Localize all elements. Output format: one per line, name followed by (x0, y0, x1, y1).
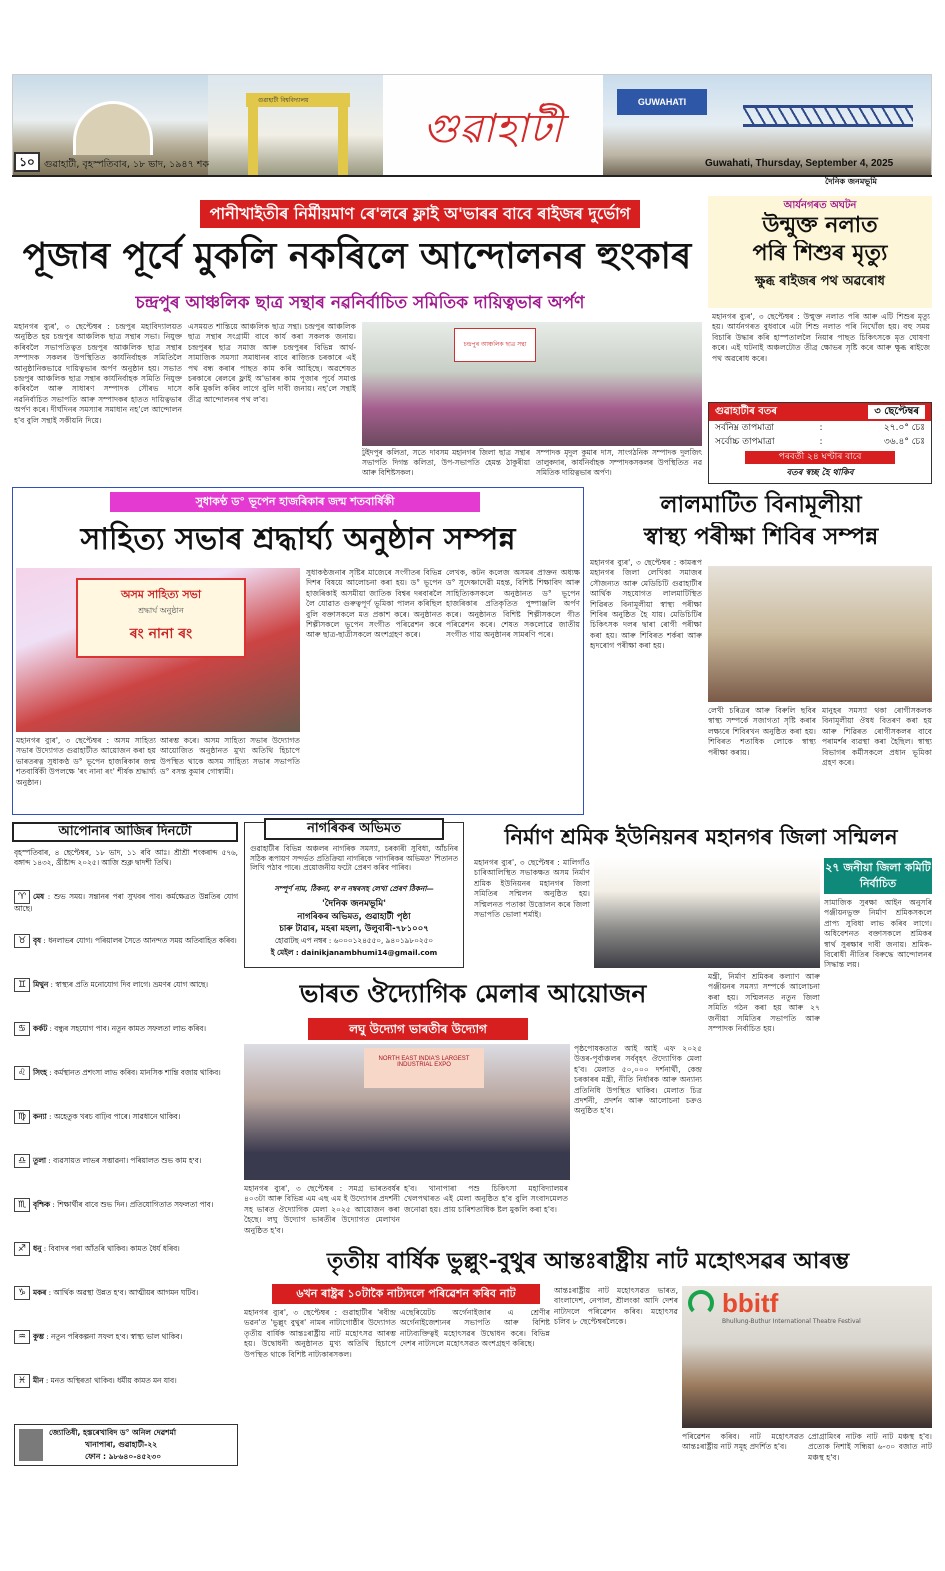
astrologer-name: জ্যোতিষী, হস্তৰেখাবিদ ড° অনিল দেৱশৰ্মা (49, 1428, 177, 1437)
astrologer-phone: ফোন : ৯৮৬৪০-৪৫২৩০ (85, 1452, 162, 1461)
mela-photo (244, 1044, 570, 1180)
sahitya-photo (16, 568, 300, 732)
rashi-name: কৰ্কট (33, 1024, 48, 1033)
lead-caption-right: সম্পাদক মৃদুল কুমাৰ দাস, সাংগঠনিক সম্পাদক দুলজিৎ তালুকদাৰ, কাৰ্যনিৰ্বাহক সম্পাদকসকলৰ উপস্থিতিত নৱ সমিতিক দায়িত্বভাৰ অৰ্পণ। (536, 448, 702, 477)
rashi-text: স্বাস্থ্যৰ প্ৰতি মনোযোগ দিব লাগে। ভ্ৰমণৰ যোগ আছে। (55, 980, 209, 989)
natya-body-e: প্ৰোগ্ৰামিংৰ নাটক নাট নাট মঞ্চস্থ হ'ব। প্ৰত্যেক নিশাই সন্ধিয়া ৬-৩০ বজাত নাট মঞ্চস্থ হ'ব। (808, 1432, 932, 1462)
sahitya-body-a: মহানগৰ ব্যুৰ', ৩ ছেপ্টেম্বৰ : অসম সাহিত্য সভাৰ উদ্যোগত গুৱাহাটীত আয়োজন কৰা হয় ভাৰতৰত্ন সুধাকণ্ঠ ড° ভূপেন হাজৰিকাৰ জন্ম শতবাৰ্ষিকী উপলক্ষে 'ৰং নানা ৰং' শীৰ্ষক শ্ৰদ্ধাৰ্ঘ্য অনুষ্ঠান। (16, 736, 156, 787)
opinion-email: ই মেইল : dainikjanambhumi14@gmail.com (270, 948, 438, 957)
rashi-text: কৰ্মস্থানত প্ৰশংসা লাভ কৰিব। মানসিক শান্তি বজায় থাকিব। (54, 1068, 221, 1077)
rashi-text: শিক্ষাৰ্থীৰ বাবে শুভ দিন। প্ৰতিযোগিতাত সফলতা পাব। (57, 1200, 214, 1209)
opinion-office: নাগৰিকৰ অভিমত, গুৱাহাটী পৃষ্ঠা (297, 912, 411, 922)
union-body-right: সামাজিক সুৰক্ষা আইন অনুসৰি পঞ্জীয়নভুক্ত নিৰ্মাণ শ্ৰমিকসকলে প্ৰাপ্য সুবিধা লাভ কৰিব লাগে। অধিবেশনত বক্তাসকলে শ্ৰমিকৰ স্বাৰ্থ সুৰক্ষাৰ দাবী জনায়। শ্ৰমিক-বিৰোধী নীতিৰ বিৰুদ্ধে আন্দোলনৰ সিদ্ধান্ত লয়। (824, 898, 932, 970)
lead-body-mid: এসময়ত শান্তিয়ে আঞ্চলিক ছাত্ৰ সন্থা। চন্দ্ৰপুৰ আঞ্চলিক ছাত্ৰ সন্থাৰ সংগ্ৰামী বাবে কাৰ্য কৰা সকলক জনায়। চন্দ্ৰপুৰৰ ছাত্ৰ সমাজ আৰু চন্দ্ৰপুৰৰ বিভিন্ন আৰ্থ-সামাজিক সমস্যা সমাধানৰ বাবে ৰাজ্যিক চৰকাৰে এই পথ বন্ধ কৰাৰ পাছত কাম কৰি আহিছে। অৱশেষত চৰকাৰে ৰেলৰে ফ্লাই অ'ভাৰৰ কাম পূজাৰ পূৰ্বে সমাপ্ত কৰি মুকলি কৰিব লাগে বুলি দাবী জনায়। নহ'লে সন্থাই তীব্ৰ আন্দোলনৰ পথ ল'ব। (188, 322, 356, 404)
rashi-name: মকৰ (33, 1288, 47, 1297)
sidebar-headline-2: পৰি শিশুৰ মৃত্যু (752, 241, 888, 266)
natya-banner: ৬খন ৰাষ্ট্ৰৰ ১০টাকৈ নাট্যদলে পৰিৱেশন কৰিব নাট (272, 1284, 540, 1304)
rashi-item: ♉ বৃষ : ধনলাভৰ যোগ। পৰিয়ালৰ সৈতে আনন্দত সময় অতিবাহিত কৰিব। (14, 934, 238, 978)
opinion-street: চাৰু টাৱাৰ, মহৰা মহলা, উলুবাৰী-৭৮১০০৭ (279, 924, 429, 934)
rashifal-intro: বৃহস্পতিবাৰ, ৪ ছেপ্টেম্বৰ, ১৮ ভাদ, ১১ ৰবি আঃ। শ্ৰীশ্ৰী শংকৰাব্দ ৫৭৬, বঙ্গাব্দ ১৪৩২, খ্ৰীষ্টাব্দ ২০২৫। আজি শুক্ল দ্বাদশী তিথি। (14, 848, 238, 867)
sahitya-photo-text: ৰং নানা ৰং (129, 626, 193, 642)
virgo-icon: ♍ (14, 1110, 30, 1124)
natya-body-b: এছেৰিয়েটচ অৰ্গেনাইজাৰ এ শ্ৰেণীৰ অৰ্গেনাইজেশ্যনৰ সভাপতি আৰু বিশিষ্ট নাট্যব্যক্তিত্বই মহোৎসৱৰ উদ্বোধন কৰে। বিভিন্ন দেশৰ নাট্যদলে মহোৎসৱত অংশগ্ৰহণ কৰিছে। (400, 1308, 550, 1349)
rashi-text: শুভ সময়। সন্তানৰ পৰা সুখবৰ পাব। কৰ্মক্ষেত্ৰত উন্নতিৰ যোগ আছে। (14, 892, 238, 913)
gemini-icon: ♊ (14, 978, 30, 992)
bbitf-logo: bbitf (722, 1288, 779, 1318)
pisces-icon: ♓ (14, 1374, 30, 1388)
weather-date: ৩ ছেপ্টেম্বৰ (868, 405, 925, 419)
rashi-name: বৃষ (33, 936, 42, 945)
lead-body-left: মহানগৰ ব্যুৰ', ৩ ছেপ্টেম্বৰ : চন্দ্ৰপুৰ মহাবিদ্যালয়ত অনুষ্ঠিত হয় চন্দ্ৰপুৰ আঞ্চলিক ছাত্ৰ সন্থাৰ সভা। নিযুক্ত কৰিবলৈ সভাপতিত্বত চন্দ্ৰপুৰ আঞ্চলিক ছাত্ৰ সন্থাৰ সম্পাদক সকলৰ উপস্থিতিত কাৰ্যনিৰ্বাহক সমিতিলৈ আনুষ্ঠানিকভাৱে দায়িত্বভাৰ অৰ্পণ অনুষ্ঠান হয়। সভাত চন্দ্ৰপুৰ আঞ্চলিক ছাত্ৰ সন্থাৰ কাৰ্যনিৰ্বাহক সমিতি নিযুক্ত কৰিবলৈ আৰু সাধাৰণ সম্পাদক সৌৰভ দাসে নৱনিৰ্বাচিত সভাপতি আৰু সম্পাদকৰ হাতত দায়িত্বভাৰ অৰ্পণ কৰে। দীৰ্ঘদিনৰ সমস্যাৰ সমাধান নহ'লে আন্দোলন হ'ব বুলি সন্থাই সকীয়নি দিয়ে। (14, 322, 182, 425)
rashi-item: ♈ মেষ : শুভ সময়। সন্তানৰ পৰা সুখবৰ পাব। কৰ্মক্ষেত্ৰত উন্নতিৰ যোগ আছে। (14, 892, 238, 913)
newspaper-section-logo: গুৱাহাটী (423, 106, 564, 152)
masthead-rule (12, 175, 932, 177)
weather-row-max (709, 435, 931, 449)
health-headline-1: লালমাটিত বিনামূলীয়া (660, 492, 862, 518)
sidebar-body: মহানগৰ ব্যুৰ', ৩ ছেপ্টেম্বৰ : উন্মুক্ত নলাত পৰি আৰু এটি শিশুৰ মৃত্যু হয়। আৰ্যনগৰত বুধবাৰে এটা শিশু নলাত পৰি নিখোঁজ হয়। বহু সময় বিচাৰি উদ্ধাৰ কৰি হাস্পতাললৈ নিয়াৰ পাছত চিকিৎসকে মৃত ঘোষণা কৰে। এই ঘটনাই অঞ্চলটোত তীব্ৰ ক্ষোভৰ সৃষ্টি কৰে আৰু ক্ষুব্ধ ৰাইজে পথ অৱৰোধ কৰে। (712, 312, 930, 363)
cancer-icon: ♋ (14, 1022, 30, 1036)
lead-photo (362, 322, 702, 446)
union-body: মহানগৰ ব্যুৰ', ৩ ছেপ্টেম্বৰ : মালিগাঁও চাৰিআলিস্থিত সভাকক্ষত অসম নিৰ্মাণ শ্ৰমিক ইউনিয়নৰ মহানগৰ জিলা সমিতিৰ সন্মিলন অনুষ্ঠিত হয়। সন্মিলনত পতাকা উত্তোলন কৰে জিলা সভাপতি ভোলা শৰ্মাই। (474, 858, 590, 920)
rashi-text: বিবাদৰ পৰা আঁতৰি থাকিব। কামত ধৈৰ্য ধৰিব। (48, 1244, 180, 1253)
natya-body-d: পৰিৱেশন কৰিব। নাট মহোৎসৱত আন্তঃৰাষ্ট্ৰীয় নাট সমূহ প্ৰদৰ্শিত হ'ব। (682, 1432, 804, 1452)
rashi-item: ♎ তুলা : ব্যৱসায়ত লাভৰ সম্ভাৱনা। পৰিয়ালত শুভ কাম হ'ব। (14, 1154, 238, 1198)
rashi-name: ধনু (33, 1244, 42, 1253)
sahitya-headline: সাহিত্য সভাৰ শ্ৰদ্ধাৰ্ঘ্য অনুষ্ঠান সম্পন্ন (80, 522, 516, 557)
health-body: মহানগৰ ব্যুৰ', ৩ ছেপ্টেম্বৰ : কামৰূপ মহানগৰ জিলা লেখিকা সমাজৰ সৌজন্যত আৰু মেডিচিটি গুৱাহাটীৰ আৰ্থিক সহযোগত লালমাটিস্থিত শিৱিৰত বিনামূলীয়া স্বাস্থ্য পৰীক্ষা শিবিৰ অনুষ্ঠিত হৈ যায়। মেডিচিটিৰ চিকিৎসক দলৰ দ্বাৰা ৰোগী পৰীক্ষা কৰা হয়। আৰু শিবিৰত শৰ্কৰা আৰু হৃদৰোগ পৰীক্ষা কৰা হয়। (590, 558, 702, 651)
rashi-name: সিংহ (33, 1068, 47, 1077)
astrologer-avatar (19, 1429, 43, 1461)
natya-photo (682, 1286, 932, 1428)
weather-header (709, 403, 931, 421)
weather-min-colon: : (819, 423, 823, 433)
lead-photo-banner: চন্দ্ৰপুৰ আঞ্চলিক ছাত্ৰ সন্থা (454, 328, 536, 362)
rashi-item: ♓ মীন : মনত অস্থিৰতা থাকিব। ধৰ্মীয় কামত মন যাব। (14, 1374, 238, 1418)
aquarius-icon: ♒ (14, 1330, 30, 1344)
lead-subhead: চন্দ্ৰপুৰ আঞ্চলিক ছাত্ৰ সন্থাৰ নৱনিৰ্বাচিত সমিতিক দায়িত্বভাৰ অৰ্পণ (135, 293, 585, 313)
lead-kicker: পানীখাইতীৰ নিৰ্মীয়মাণ ৰে'লৰে ফ্লাই অ'ভাৰৰ বাবে ৰাইজৰ দুৰ্ভোগ (200, 200, 640, 228)
masthead-photo-arch (208, 75, 383, 175)
sahitya-body-c: সুধাকণ্ঠজনাৰ সৃষ্টিৰ মাজেৰে সংগীতৰ বিভিন্ন দিশৰ বিষয়ে আলোচনা কৰা হয়। ড° ভূপেন হাজৰিকাই অসমীয়া জাতিক বিশ্বৰ দৰবাৰলৈ লৈ যোৱাত গুৰুত্বপূৰ্ণ ভূমিকা পালন কৰিছিল বুলি বক্তাসকলে মত প্ৰকাশ কৰে। অনুষ্ঠানত শিল্পীসকলে ভূপেন সংগীত পৰিৱেশন কৰে আৰু ছাত্ৰ-ছাত্ৰীসকলে অংশগ্ৰহণ কৰে। (306, 568, 442, 640)
rashi-name: কুম্ভ (33, 1332, 44, 1341)
union-photo (594, 858, 820, 968)
health-photo (708, 566, 932, 702)
rainbow-icon (688, 1290, 714, 1316)
health-headline-2: স্বাস্থ্য পৰীক্ষা শিবিৰ সম্পন্ন (643, 524, 879, 550)
weather-title: গুৱাহাটীৰ বতৰ (715, 406, 777, 417)
mela-banner: লঘু উদ্যোগ ভাৰতীৰ উদ্যোগ (308, 1018, 528, 1040)
taurus-icon: ♉ (14, 934, 30, 948)
health-body-2: লেখী চৰিত্ৰৰ আৰু বিৰুলি ছবিৰ স্বাস্থ্য সম্পৰ্কে সজাগতা সৃষ্টি কৰাৰ লক্ষ্যৰে শিবিৰখন অনুষ্ঠিত কৰা হয়। শিবিৰত শতাধিক লোকে স্বাস্থ্য পৰীক্ষা কৰায়। (708, 706, 816, 757)
union-headline: নিৰ্মাণ শ্ৰমিক ইউনিয়নৰ মহানগৰ জিলা সন্মিলন (504, 825, 898, 849)
opinion-whatsapp: হোৱাটছ এপ নম্বৰ : ৬০০০১২৪৫৫০, ৯৪০১৯৮০২৫০ (274, 936, 434, 945)
sahitya-body-d: লেখক, কটন কলেজ অসমৰ প্ৰাক্তন অধ্যক্ষ ড° সুদেষ্ণাদেৱী মহন্ত, বিশিষ্ট শিক্ষাবিদ আৰু সাহিত্যিকসকলে অনুষ্ঠানত ড° ভূপেন হাজৰিকাৰ প্ৰতিকৃতিত পুষ্পাঞ্জলি অৰ্পণ কৰে। অনুষ্ঠানত বিশিষ্ট শিল্পীসকলে গীত পৰিৱেশন কৰে। শেষত সকলোৱে জাতীয় সংগীত গায় অনুষ্ঠানৰ সামৰণি পৰে। (446, 568, 580, 640)
mela-body-c: পৃষ্ঠপোষকতাত আই আই এফ ২০২৫ উত্তৰ-পূৰ্বাঞ্চলৰ সৰ্ববৃহৎ ঔদ্যোগিক মেলা হ'ব। মেলাত ৫০,০০০ দৰ্শনাৰ্থী, কেন্দ্ৰ চৰকাৰৰ মন্ত্ৰী, নীতি নিৰ্ধাৰক আৰু অন্যান্য প্ৰতিনিধি উপস্থিত থাকিব। মেলাত চিত্ৰ প্ৰদৰ্শনী, প্ৰদৰ্শন আৰু আলোচনা চক্ৰও অনুষ্ঠিত হ'ব। (574, 1044, 702, 1116)
rashi-text: ধনলাভৰ যোগ। পৰিয়ালৰ সৈতে আনন্দত সময় অতিবাহিত কৰিব। (48, 936, 237, 945)
rashi-name: মেষ (33, 892, 45, 901)
bridge-graphic (743, 105, 913, 127)
rashi-text: ব্যৱসায়ত লাভৰ সম্ভাৱনা। পৰিয়ালত শুভ কাম হ'ব। (53, 1156, 202, 1165)
libra-icon: ♎ (14, 1154, 30, 1168)
rashi-text: বন্ধুৰ সহযোগ পাব। নতুন কামত সফলতা লাভ কৰিব। (54, 1024, 206, 1033)
sidebar-headline-1: উন্মুক্ত নলাত (762, 213, 878, 238)
health-body-3: মানুহৰ সমস্যা থকা ৰোগীসকলক বিনামূলীয়া ঔষধ বিতৰণ কৰা হয় আৰু শিৱিৰত ৰোগীসকলৰ বাবে পৰামৰ্শৰ ব্যৱস্থা কৰা হৈছিল। স্বাস্থ্য বিভাগৰ কৰ্মীসকলে প্ৰধান ভূমিকা গ্ৰহণ কৰে। (822, 706, 932, 768)
natya-body-a: মহানগৰ ব্যুৰ', ৩ ছেপ্টেম্বৰ : গুৱাহাটীৰ 'ৰবীন্দ্ৰ ভৱন'ত 'ভুল্লুং বুথুৰ' নামৰ নাট্যগোষ্ঠীৰ উদ্যোগত তৃতীয় বাৰ্ষিক আন্তঃৰাষ্ট্ৰীয় নাট মহোৎসৱ আৰম্ভ হয়। উদ্বোধনী অনুষ্ঠানত মুখ্য অতিথি হিচাপে উপস্থিত থাকে বিশিষ্ট নাট্যকাৰসকল। (244, 1308, 396, 1359)
guwahati-sign: GUWAHATI (617, 89, 707, 115)
opinion-header: নাগৰিকৰ অভিমত (264, 818, 444, 840)
weather-max-value: ৩৬.৪° চেঃ (883, 437, 925, 447)
weather-max-label: সৰ্বোচ্চ তাপমাত্ৰা (715, 437, 775, 447)
union-badge: ২৭ জনীয়া জিলা কমিটি নিৰ্বাচিত (824, 858, 932, 894)
weather-row-min (709, 421, 931, 435)
lead-caption-left: টুইদপুৰ কলিতা, সতে দাবসম মহানগৰ জিলা ছাত্ৰ সন্থাৰ সভাপতি দিগন্ত কলিতা, উপ-সভাপতি হেমন্ত ঠাকুৰীয়া আৰু বিশিষ্টসকল। (362, 448, 530, 477)
rashi-name: বৃশ্চিক (33, 1200, 51, 1209)
rashi-name: মীন (33, 1376, 44, 1385)
rashi-item: ♋ কৰ্কট : বন্ধুৰ সহযোগ পাব। নতুন কামত সফলতা লাভ কৰিব। (14, 1022, 238, 1066)
mela-headline: ভাৰত ঔদ্যোগিক মেলাৰ আয়োজন (299, 979, 647, 1008)
mela-body-a: মহানগৰ ব্যুৰ', ৩ ছেপ্টেম্বৰ : সমগ্ৰ ভাৰতবৰ্ষৰ ৪০৩টা আৰু বিভিন্ন এম এছ এম ই উদ্যোগৰ প্ৰদৰ্শনী সহ ভাৰত ঔদ্যোগিক মেলা ২০২৫ আয়োজন কৰা হৈছে। লঘু উদ্যোগ ভাৰতীৰ উদ্যোগত মেলাখন অনুষ্ঠিত হ'ব। (244, 1184, 400, 1235)
mela-body-b: হ'ব। খানাপাৰা পশু চিকিৎসা মহাবিদ্যালয়ৰ খেলপথাৰত এই মেলা অনুষ্ঠিত হ'ব বুলি সংবাদমেলত জনোৱা হয়। প্ৰায় চাৰিশতাধিক ষ্টল মুকলি কৰা হ'ব। (404, 1184, 568, 1214)
astrologer-box (14, 1424, 238, 1466)
rashi-item: ♌ সিংহ : কৰ্মস্থানত প্ৰশংসা লাভ কৰিব। মানসিক শান্তি বজায় থাকিব। (14, 1066, 238, 1110)
rashi-text: আৰ্থিক অৱস্থা উন্নত হ'ব। আত্মীয়ৰ আগমন ঘটিব। (53, 1288, 199, 1297)
weather-max-colon: : (819, 437, 823, 447)
opinion-paper: 'দৈনিক জনমভূমি' (322, 899, 386, 909)
rashi-item: ♍ কন্যা : অহেতুক খৰচ বাঢ়িব পাৰে। সাৱধানে থাকিব। (14, 1110, 238, 1154)
rashi-item: ♏ বৃশ্চিক : শিক্ষাৰ্থীৰ বাবে শুভ দিন। প্ৰতিযোগিতাত সফলতা পাব। (14, 1198, 238, 1242)
sahitya-body-b: আৰম্ভ কৰে। অসম সাহিত্য সভাৰ উদ্যোগত আয়োজিত অনুষ্ঠানত মুখ্য অতিথি হিচাপে উপস্থিত থাকে অসম সাহিত্য সভাৰ সভাপতি ড° বসন্ত কুমাৰ গোস্বামী। (160, 736, 300, 777)
rashi-name: কন্যা (33, 1112, 47, 1121)
weather-forecast-label: পৰবৰ্তী ২৪ ঘণ্টাৰ বাবে (745, 451, 895, 464)
sahitya-photo-title: অসম সাহিত্য সভা (120, 588, 202, 601)
rashifal-list (14, 890, 238, 1420)
date-assamese: গুৱাহাটী, বৃহস্পতিবাৰ, ১৮ ভাদ, ১৯৪৭ শক (44, 159, 210, 170)
astrologer-place: খানাপাৰা, গুৱাহাটী-২২ (85, 1440, 158, 1449)
capricorn-icon: ♑ (14, 1286, 30, 1300)
sidebar-kicker: আৰ্যনগৰত অঘটন (783, 200, 857, 211)
sahitya-photo-sub: শ্ৰদ্ধাৰ্ঘ অনুষ্ঠান (138, 606, 184, 615)
bbitf-logo-sub: Bhullung-Buthur International Theatre Festival (722, 1318, 861, 1325)
rashi-item: ♊ মিথুন : স্বাস্থ্যৰ প্ৰতি মনোযোগ দিব লাগে। ভ্ৰমণৰ যোগ আছে। (14, 978, 238, 1022)
opinion-body: গুৱাহাটীৰ বিভিন্ন অঞ্চলৰ নাগৰিক সমস্যা, চৰকাৰী সুবিধা, আঁচনিৰ সঠিক ৰূপায়ণ সন্দৰ্ভত প্ৰতিক্ৰিয়া নাগৰিকে 'নাগৰিকৰ অভিমত' শিতানত লিখি পঠাব পাৰে। প্ৰয়োজনীয় ফটো প্ৰেৰণ কৰিব পাৰিব। (250, 844, 458, 873)
union-body-mid: মন্ত্ৰী, নিৰ্মাণ শ্ৰমিকৰ কল্যাণ আৰু পঞ্জীয়নৰ সমস্যা সম্পৰ্কে আলোচনা কৰা হয়। সন্মিলনত নতুন জিলা সমিতি গঠন কৰা হয় আৰু ২৭ জনীয়া সমিতিৰ সভাপতি আৰু সম্পাদক নিৰ্বাচিত হয়। (708, 972, 820, 1034)
weather-min-label: সৰ্বনিম্ন তাপমাত্ৰা (715, 423, 775, 433)
lead-headline: পূজাৰ পূৰ্বে মুকলি নকৰিলে আন্দোলনৰ হুংকাৰ (22, 236, 692, 277)
rashi-text: নতুন পৰিকল্পনা সফল হ'ব। স্বাস্থ্য ভাল থাকিব। (50, 1332, 183, 1341)
rashi-text: অহেতুক খৰচ বাঢ়িব পাৰে। সাৱধানে থাকিব। (53, 1112, 181, 1121)
natya-headline: তৃতীয় বাৰ্ষিক ভুল্লুং-বুথুৰ আন্তঃৰাষ্ট্ৰীয় নাট মহোৎসৱৰ আৰম্ভ (326, 1249, 850, 1274)
sidebar-subhead: ক্ষুব্ধ ৰাইজৰ পথ অৱৰোধ (755, 274, 885, 289)
natya-body-c: আন্তঃৰাষ্ট্ৰীয় নাট মহোৎসৱত ভাৰত, বাংলাদেশ, নেপাল, শ্ৰীলংকা আদি দেশৰ নাট্যদলে পৰিৱেশন কৰিব। মহোৎসৱ চলিব ৮ ছেপ্টেম্বৰলৈকে। (554, 1286, 678, 1327)
weather-min-value: ২৭.০° চেঃ (883, 423, 925, 433)
sahitya-photo-backdrop (76, 578, 246, 658)
mela-photo-banner: NORTH EAST INDIA'S LARGEST INDUSTRIAL EXPO (364, 1048, 484, 1088)
rashi-item: ♐ ধনু : বিবাদৰ পৰা আঁতৰি থাকিব। কামত ধৈৰ্য ধৰিব। (14, 1242, 238, 1286)
opinion-address-intro: সম্পূৰ্ণ নাম, ঠিকনা, ফ'ন নম্বৰসহ লেখা প্ৰেৰণ ঠিকনা— (274, 884, 434, 893)
rashi-item: ♑ মকৰ : আৰ্থিক অৱস্থা উন্নত হ'ব। আত্মীয়ৰ আগমন ঘটিব। (14, 1286, 238, 1330)
paper-name: দৈনিক জনমভূমি (825, 177, 877, 186)
sahitya-banner: সুধাকণ্ঠ ড° ভূপেন হাজৰিকাৰ জন্ম শতবাৰ্ষিকী (110, 492, 480, 512)
rashi-text: মনত অস্থিৰতা থাকিব। ধৰ্মীয় কামত মন যাব। (50, 1376, 177, 1385)
date-english: Guwahati, Thursday, September 4, 2025 (705, 158, 894, 169)
rashi-item: ♒ কুম্ভ : নতুন পৰিকল্পনা সফল হ'ব। স্বাস্থ্য ভাল থাকিব। (14, 1330, 238, 1374)
rashi-name: তুলা (33, 1156, 47, 1165)
rashifal-header: আপোনাৰ আজিৰ দিনটো (12, 822, 238, 842)
sagittarius-icon: ♐ (14, 1242, 30, 1256)
weather-box (708, 402, 932, 484)
arch-sign-text: গুৱাহাটী বিশ্ববিদ্যালয় (258, 97, 309, 104)
rashi-name: মিথুন (33, 980, 49, 989)
scorpio-icon: ♏ (14, 1198, 30, 1212)
page-number: ১০ (14, 152, 40, 172)
weather-forecast: বতৰ স্বচ্ছ হৈ থাকিব (786, 468, 854, 478)
leo-icon: ♌ (14, 1066, 30, 1080)
aries-icon: ♈ (14, 890, 30, 904)
